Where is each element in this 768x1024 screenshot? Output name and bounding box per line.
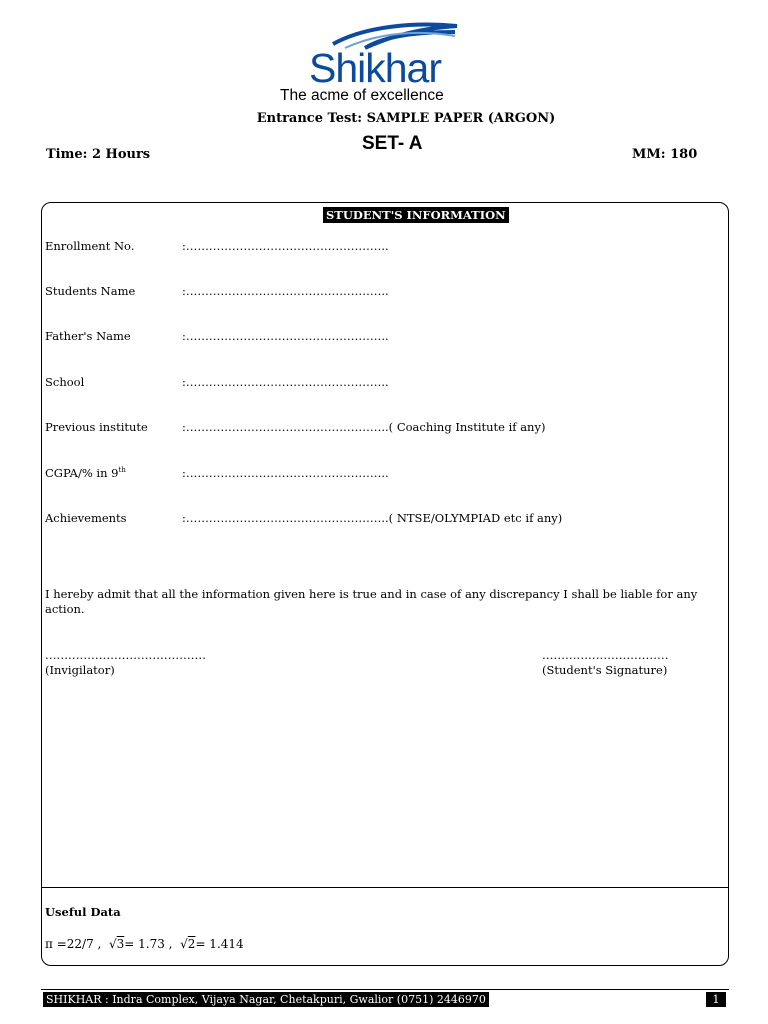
field-dots: :…………………………………………….. xyxy=(182,466,389,480)
declaration-text: I hereby admit that all the information given here is true and in case of any discrepancy I shall be liable for any action. xyxy=(45,587,698,616)
footer-rule xyxy=(41,989,729,990)
useful-data-formula: π =22/7 , √3= 1.73 , √2= 1.414 xyxy=(45,937,244,951)
student-info-box xyxy=(41,202,729,966)
section-divider xyxy=(42,887,728,888)
footer-address: SHIKHAR : Indra Complex, Vijaya Nagar, Chetakpuri, Gwalior (0751) 2446970 xyxy=(43,992,489,1007)
field-dots: :…………………………………………….. xyxy=(182,239,389,253)
field-label: Achievements xyxy=(45,511,127,525)
signature-dots: …………………………… xyxy=(542,648,669,662)
set-label: SET- A xyxy=(362,133,423,154)
field-dots: :…………………………………………….. xyxy=(182,284,389,298)
student-signature[interactable] xyxy=(542,648,669,678)
useful-data-heading: Useful Data xyxy=(45,905,121,919)
field-label: CGPA/% in 9th xyxy=(45,466,126,480)
field-dots: :…………………………………………….. xyxy=(182,375,389,389)
field-label: Previous institute xyxy=(45,420,148,434)
signature-label: (Student's Signature) xyxy=(542,663,668,677)
sqrt-icon: √ xyxy=(108,937,117,951)
tagline: The acme of excellence xyxy=(280,87,444,104)
section-heading: STUDENT'S INFORMATION xyxy=(323,207,509,223)
field-label: School xyxy=(45,375,85,389)
exam-title: Entrance Test: SAMPLE PAPER (ARGON) xyxy=(256,111,556,126)
field-label: Enrollment No. xyxy=(45,239,135,253)
field-dots: :…………………………………………….. xyxy=(182,329,389,343)
field-label: Father's Name xyxy=(45,329,131,343)
field-dots: :……………………………………………..( NTSE/OLYMPIAD etc if any) xyxy=(182,511,563,525)
time-label: Time: 2 Hours xyxy=(46,147,151,162)
field-label: Students Name xyxy=(45,284,136,298)
sqrt-icon: √ xyxy=(180,937,188,951)
signature-label: (Invigilator) xyxy=(45,663,115,677)
brand-wordmark: Shikhar xyxy=(309,45,442,91)
invigilator-signature[interactable] xyxy=(45,648,206,678)
max-marks-label: MM: 180 xyxy=(632,147,698,162)
page-number: 1 xyxy=(706,992,726,1007)
field-dots: :……………………………………………..( Coaching Institute if any) xyxy=(182,420,546,434)
shikhar-logo xyxy=(305,22,475,90)
signature-dots: …………………………………… xyxy=(45,648,206,662)
